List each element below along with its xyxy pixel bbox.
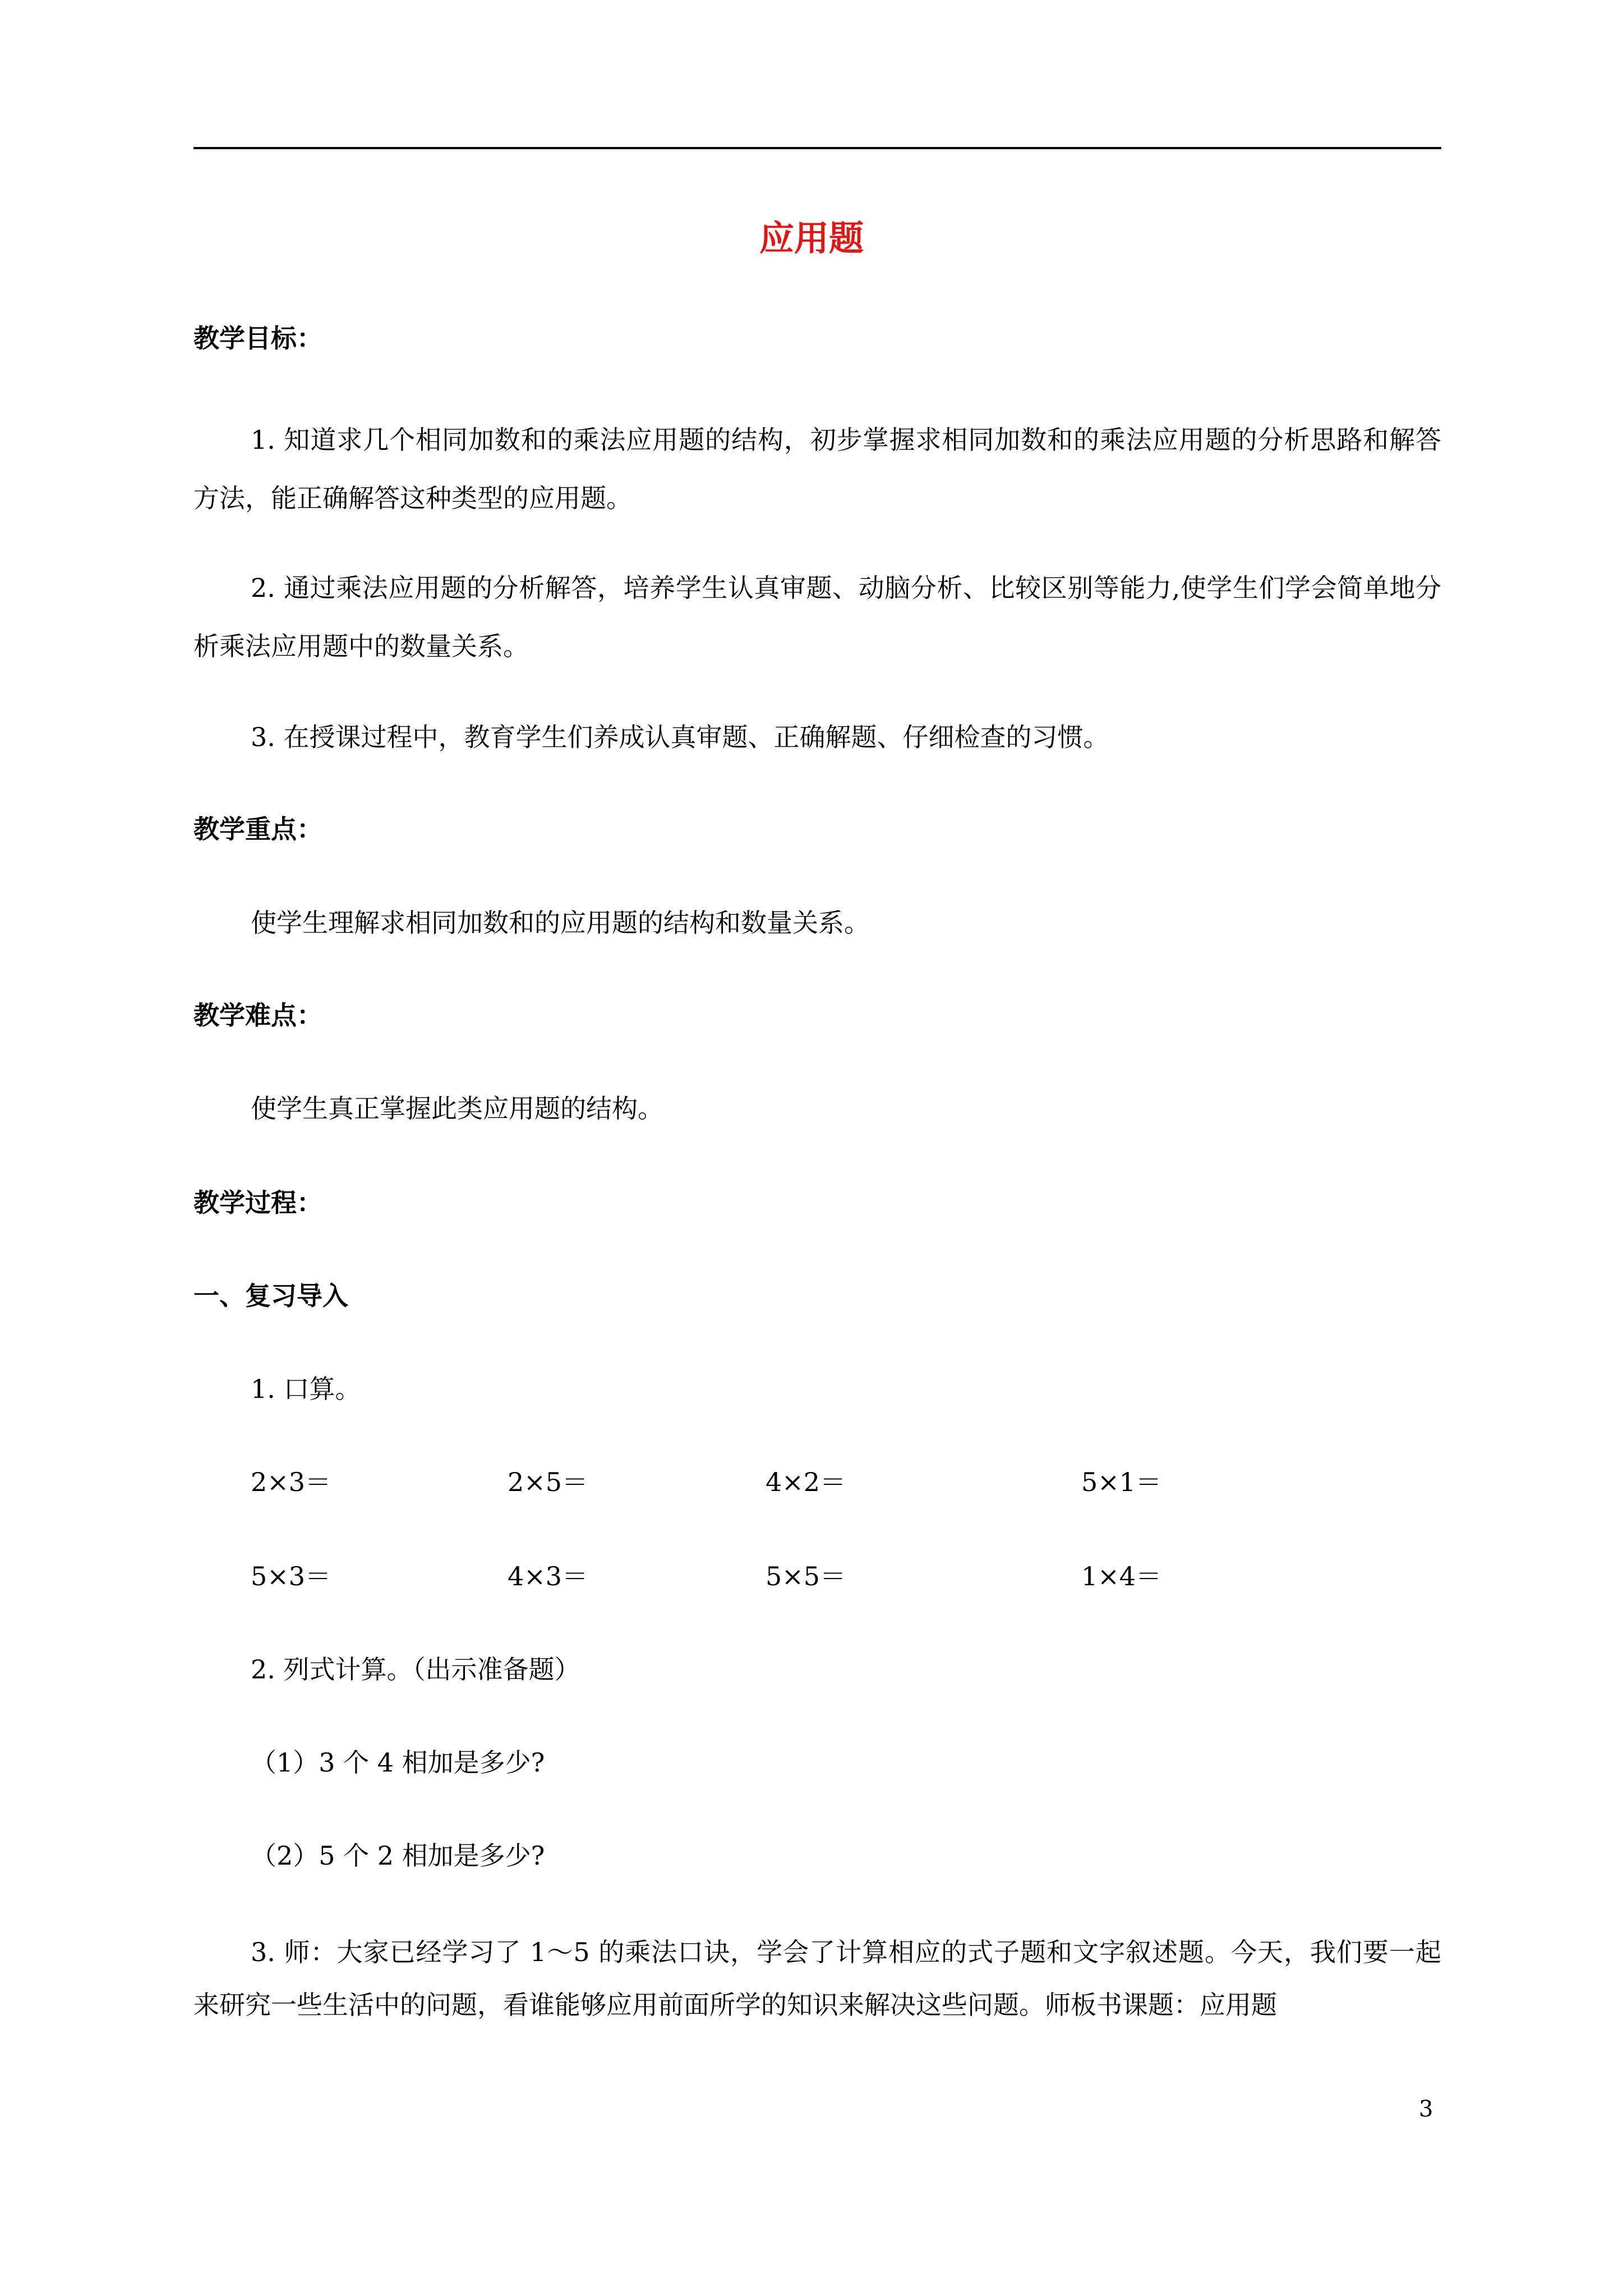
mental-math-cell: 2×3＝ — [251, 1467, 331, 1497]
key-point-heading: 教学重点： — [193, 814, 322, 844]
mental-math-cell: 2×5＝ — [508, 1467, 588, 1497]
objectives-heading: 教学目标： — [193, 323, 322, 353]
mental-math-cell: 5×1＝ — [1081, 1467, 1162, 1497]
mental-math-label: 1. 口算。 — [251, 1374, 361, 1404]
page-number: 3 — [1419, 2096, 1433, 2122]
sub-question-2: （2）5 个 2 相加是多少? — [251, 1841, 545, 1871]
difficulty-heading: 教学难点： — [193, 1000, 322, 1030]
objective-item-1: 1. 知道求几个相同加数和的乘法应用题的结构，初步掌握求相同加数和的乘法应用题的分析思路和解答方法，能正确解答这种类型的应用题。 — [193, 425, 1441, 513]
process-heading: 教学过程： — [193, 1188, 322, 1218]
calculation-label: 2. 列式计算。（出示准备题） — [251, 1654, 580, 1685]
header-rule — [193, 147, 1441, 149]
document-title: 应用题 — [759, 218, 864, 259]
sub-question-1: （1）3 个 4 相加是多少? — [251, 1747, 545, 1778]
mental-math-cell: 1×4＝ — [1081, 1561, 1162, 1591]
mental-math-cell: 5×5＝ — [766, 1561, 846, 1591]
section-review-heading: 一、复习导入 — [193, 1281, 348, 1311]
teacher-intro-paragraph: 3. 师：大家已经学习了 1～5 的乘法口诀，学会了计算相应的式子题和文字叙述题。今天，我们要一起来研究一些生活中的问题，看谁能够应用前面所学的知识来解决这些问题。师板书课题：应用题 — [193, 1937, 1441, 2020]
objective-item-3: 3. 在授课过程中，教育学生们养成认真审题、正确解题、仔细检查的习惯。 — [251, 722, 1109, 752]
key-point-text: 使学生理解求相同加数和的应用题的结构和数量关系。 — [251, 908, 870, 938]
mental-math-cell: 4×3＝ — [508, 1561, 588, 1591]
mental-math-cell: 4×2＝ — [766, 1467, 846, 1497]
objective-item-2: 2. 通过乘法应用题的分析解答，培养学生认真审题、动脑分析、比较区别等能力,使学生们学会简单地分析乘法应用题中的数量关系。 — [193, 573, 1441, 661]
mental-math-cell: 5×3＝ — [251, 1561, 331, 1591]
difficulty-text: 使学生真正掌握此类应用题的结构。 — [251, 1093, 663, 1124]
